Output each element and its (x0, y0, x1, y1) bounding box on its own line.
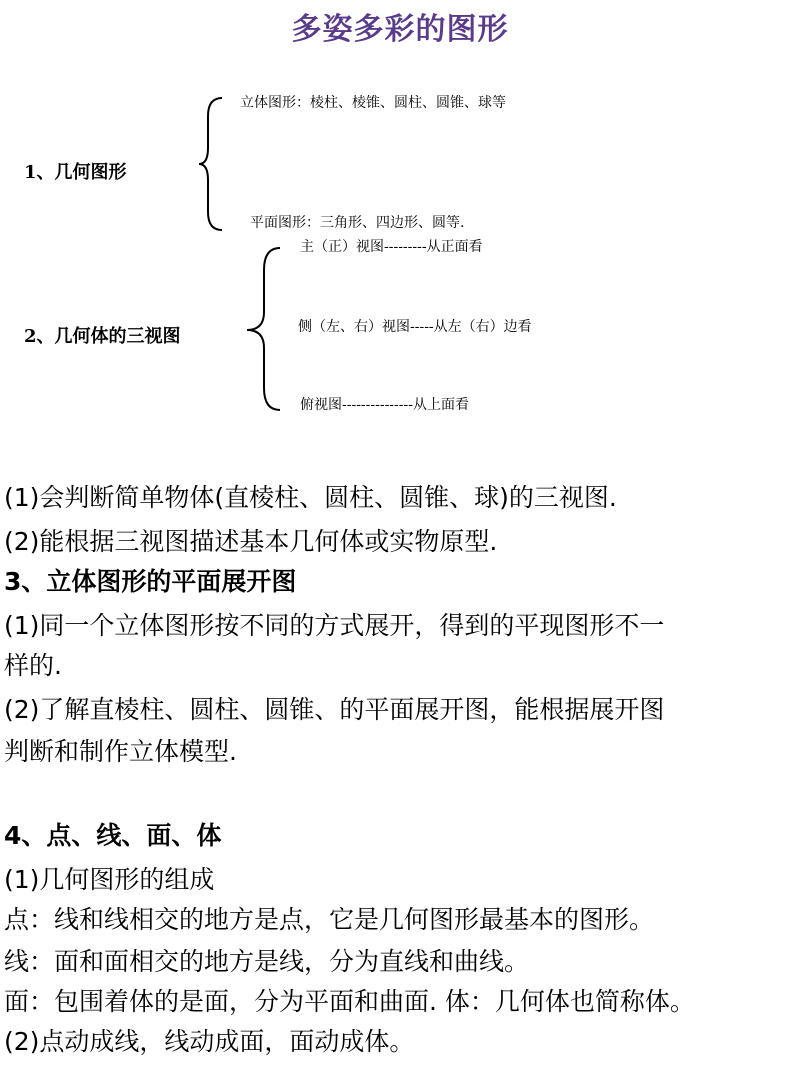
body-line: (2)点动成线，线动成面，面动成体。 (4, 1027, 415, 1056)
body-line: 样的. (4, 651, 62, 680)
side-view-text: 侧（左、右）视图-----从左（右）边看 (298, 319, 532, 335)
section1-label: 1、几何图形 (24, 162, 127, 183)
section3-heading: 3、立体图形的平面展开图 (4, 567, 297, 596)
solid-figures-text: 立体图形：棱柱、棱锥、圆柱、圆锥、球等 (240, 95, 506, 111)
page-title: 多姿多彩的图形 (291, 12, 509, 47)
plane-figures-text: 平面图形：三角形、四边形、圆等. (250, 215, 465, 231)
body-line: 线：面和面相交的地方是线，分为直线和曲线。 (4, 947, 530, 976)
brace-icon (196, 96, 226, 232)
brace-icon (244, 246, 284, 412)
body-line: (1)几何图形的组成 (4, 865, 215, 894)
section4-heading: 4、点、线、面、体 (4, 821, 222, 850)
body-line: 面：包围着体的是面，分为平面和曲面. 体：几何体也简称体。 (4, 987, 695, 1016)
body-line: (2)能根据三视图描述基本几何体或实物原型. (4, 527, 498, 556)
body-line: (1)会判断简单物体(直棱柱、圆柱、圆锥、球)的三视图. (4, 483, 617, 512)
body-line: 点：线和线相交的地方是点，它是几何图形最基本的图形。 (4, 905, 655, 934)
top-view-text: 俯视图---------------从上面看 (300, 397, 469, 413)
body-line: 判断和制作立体模型. (4, 737, 237, 766)
body-line: (1)同一个立体图形按不同的方式展开，得到的平现图形不一 (4, 611, 665, 640)
section2-label: 2、几何体的三视图 (24, 326, 181, 347)
front-view-text: 主（正）视图---------从正面看 (300, 239, 483, 255)
body-line: (2)了解直棱柱、圆柱、圆锥、的平面展开图，能根据展开图 (4, 695, 665, 724)
